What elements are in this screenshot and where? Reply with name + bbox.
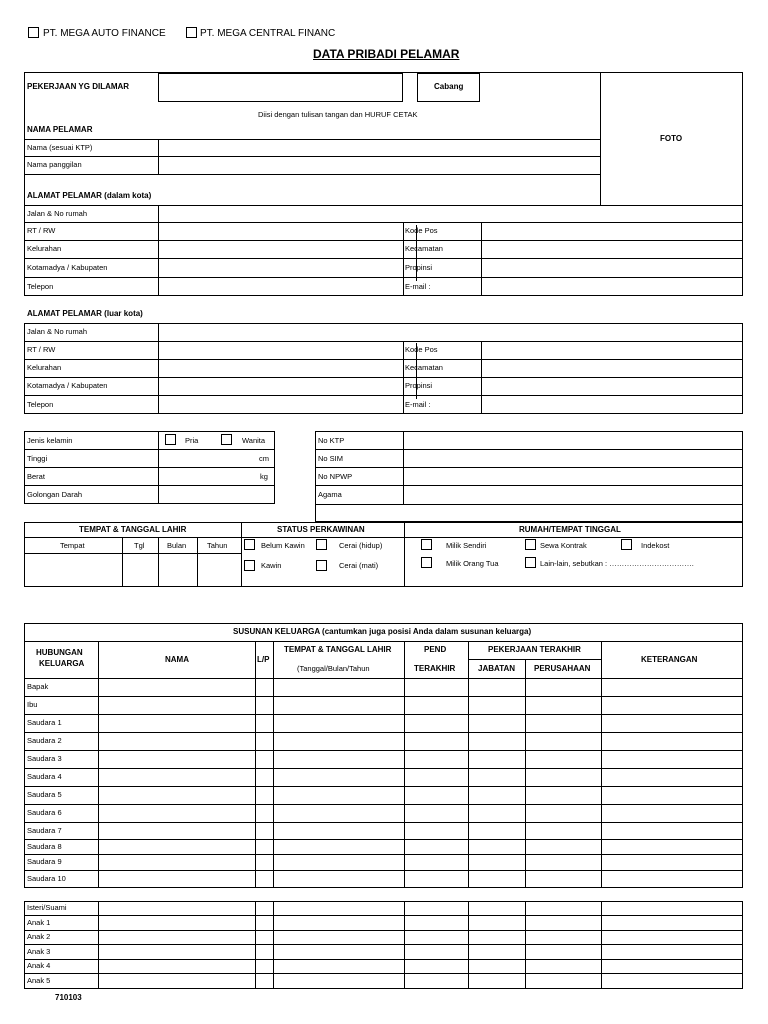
single-label: Belum Kawin: [261, 541, 305, 550]
personal-right-table: [315, 431, 743, 522]
birth-year-label: Tahun: [207, 541, 228, 550]
npwp-label: No NPWP: [318, 472, 353, 481]
addr-out-kelurahan-label: Kelurahan: [27, 363, 62, 372]
weight-label: Berat: [27, 472, 45, 481]
parents-house-label: Milik Orang Tua: [446, 559, 499, 568]
branch-label: Cabang: [434, 82, 464, 91]
name-ktp-label: Nama (sesuai KTP): [27, 143, 93, 152]
mega-auto-finance-label: PT. MEGA AUTO FINANCE: [43, 28, 166, 39]
divorced-alive-checkbox[interactable]: [316, 539, 327, 550]
job-input-field[interactable]: [158, 73, 403, 102]
rent-label: Sewa Kontrak: [540, 541, 587, 550]
nickname-label: Nama panggilan: [27, 160, 82, 169]
photo-label: FOTO: [660, 134, 683, 143]
sim-label: No SIM: [318, 454, 344, 463]
addr-out-kecamatan-label: Kecamatan: [405, 363, 443, 372]
photo-placeholder: [600, 72, 743, 206]
family-row-label: Saudara 1: [27, 718, 62, 727]
addr-out-phone-label: Telepon: [27, 400, 54, 409]
col-job: PEKERJAAN TERAKHIR: [488, 645, 581, 654]
name-section-title: NAMA PELAMAR: [27, 125, 93, 134]
addr-in-table: [24, 205, 743, 296]
family-row-label: Saudara 8: [27, 842, 62, 851]
addr-in-propinsi-label: Propinsi: [405, 263, 433, 272]
addr-out-title: ALAMAT PELAMAR (luar kota): [27, 309, 143, 318]
addr-out-rtrw-label: RT / RW: [27, 345, 56, 354]
addr-out-kota-label: Kotamadya / Kabupaten: [27, 381, 108, 390]
boarding-checkbox[interactable]: [621, 539, 632, 550]
family-row-label: Ibu: [27, 700, 38, 709]
addr-in-email-label: E-mail :: [405, 282, 431, 291]
col-birth-2: (Tanggal/Bulan/Tahun: [297, 664, 370, 673]
family-row-label: Saudara 5: [27, 790, 62, 799]
family-row-label: Saudara 4: [27, 772, 62, 781]
col-gender: L/P: [257, 655, 270, 664]
col-edu-2: TERAKHIR: [414, 664, 456, 673]
height-unit: cm: [259, 454, 269, 463]
spouse-children-row-label: Anak 4: [27, 961, 51, 970]
female-checkbox[interactable]: [221, 434, 232, 445]
residence-title: RUMAH/TEMPAT TINGGAL: [519, 525, 621, 534]
family-table: [24, 623, 743, 888]
col-position: JABATAN: [478, 664, 516, 673]
mega-central-finance-label: PT. MEGA CENTRAL FINANC: [200, 28, 336, 39]
ktp-label: No KTP: [318, 436, 345, 445]
own-house-label: Milik Sendiri: [446, 541, 487, 550]
family-title: SUSUNAN KELUARGA (cantumkan juga posisi Anda dalam susunan keluarga): [233, 627, 532, 636]
col-birth-1: TEMPAT & TANGGAL LAHIR: [284, 645, 392, 654]
mega-central-finance-checkbox[interactable]: [186, 27, 197, 38]
spouse-children-row-label: Anak 3: [27, 947, 51, 956]
rent-checkbox[interactable]: [525, 539, 536, 550]
female-label: Wanita: [242, 436, 266, 445]
addr-out-street-label: Jalan & No rumah: [27, 327, 88, 336]
addr-in-phone-label: Telepon: [27, 282, 54, 291]
col-notes: KETERANGAN: [641, 655, 698, 664]
addr-out-email-label: E-mail :: [405, 400, 431, 409]
name-ktp-field[interactable]: [159, 140, 600, 156]
addr-in-kecamatan-label: Kecamatan: [405, 244, 443, 253]
addr-in-postal-label: Kode Pos: [405, 226, 438, 235]
family-row-label: Saudara 9: [27, 857, 62, 866]
boarding-label: Indekost: [641, 541, 670, 550]
col-company: PERUSAHAAN: [534, 664, 591, 673]
blood-label: Golongan Darah: [27, 490, 83, 499]
family-row-label: Saudara 10: [27, 874, 66, 883]
birth-month-label: Bulan: [167, 541, 187, 550]
birth-place-label: Tempat: [60, 541, 85, 550]
instruction-text: Diisi dengan tulisan tangan dan HURUF CETAK: [258, 110, 418, 119]
other-residence-checkbox[interactable]: [525, 557, 536, 568]
family-row-label: Saudara 6: [27, 808, 62, 817]
married-checkbox[interactable]: [244, 560, 255, 571]
spouse-children-row-label: Isteri/Suami: [27, 903, 67, 912]
addr-in-kelurahan-label: Kelurahan: [27, 244, 62, 253]
married-label: Kawin: [261, 561, 282, 570]
family-row-label: Saudara 2: [27, 736, 62, 745]
divorced-alive-label: Cerai (hidup): [339, 541, 383, 550]
spouse-children-row-label: Anak 1: [27, 918, 51, 927]
addr-in-kota-label: Kotamadya / Kabupaten: [27, 263, 108, 272]
own-house-checkbox[interactable]: [421, 539, 432, 550]
nickname-field[interactable]: [159, 157, 600, 174]
family-row-label: Saudara 3: [27, 754, 62, 763]
religion-label: Agama: [318, 490, 342, 499]
spouse-children-row-label: Anak 5: [27, 976, 51, 985]
col-relation-1: HUBUNGAN: [36, 648, 83, 657]
family-row-label: Bapak: [27, 682, 49, 691]
single-checkbox[interactable]: [244, 539, 255, 550]
addr-out-propinsi-label: Propinsi: [405, 381, 433, 390]
parents-house-checkbox[interactable]: [421, 557, 432, 568]
marital-title: STATUS PERKAWINAN: [277, 525, 365, 534]
job-label: PEKERJAAN YG DILAMAR: [27, 82, 130, 91]
divorced-dead-checkbox[interactable]: [316, 560, 327, 571]
spouse-children-row-label: Anak 2: [27, 932, 51, 941]
addr-out-table: [24, 323, 743, 414]
addr-in-title: ALAMAT PELAMAR (dalam kota): [27, 191, 152, 200]
male-checkbox[interactable]: [165, 434, 176, 445]
footer-code: 710103: [55, 993, 82, 1002]
page-title: DATA PRIBADI PELAMAR: [313, 47, 460, 61]
other-residence-label: Lain-lain, sebutkan : …………………………….: [540, 559, 694, 568]
height-label: Tinggi: [27, 454, 48, 463]
mega-auto-finance-checkbox[interactable]: [28, 27, 39, 38]
col-name: NAMA: [165, 655, 189, 664]
addr-out-postal-label: Kode Pos: [405, 345, 438, 354]
male-label: Pria: [185, 436, 199, 445]
gender-label: Jenis kelamin: [27, 436, 73, 445]
birth-title: TEMPAT & TANGGAL LAHIR: [79, 525, 187, 534]
birth-day-label: Tgl: [134, 541, 145, 550]
addr-in-street-label: Jalan & No rumah: [27, 209, 88, 218]
addr-in-rtrw-label: RT / RW: [27, 226, 56, 235]
col-relation-2: KELUARGA: [39, 659, 85, 668]
weight-unit: kg: [260, 472, 268, 481]
divorced-dead-label: Cerai (mati): [339, 561, 379, 570]
family-row-label: Saudara 7: [27, 826, 62, 835]
col-edu-1: PEND: [424, 645, 447, 654]
